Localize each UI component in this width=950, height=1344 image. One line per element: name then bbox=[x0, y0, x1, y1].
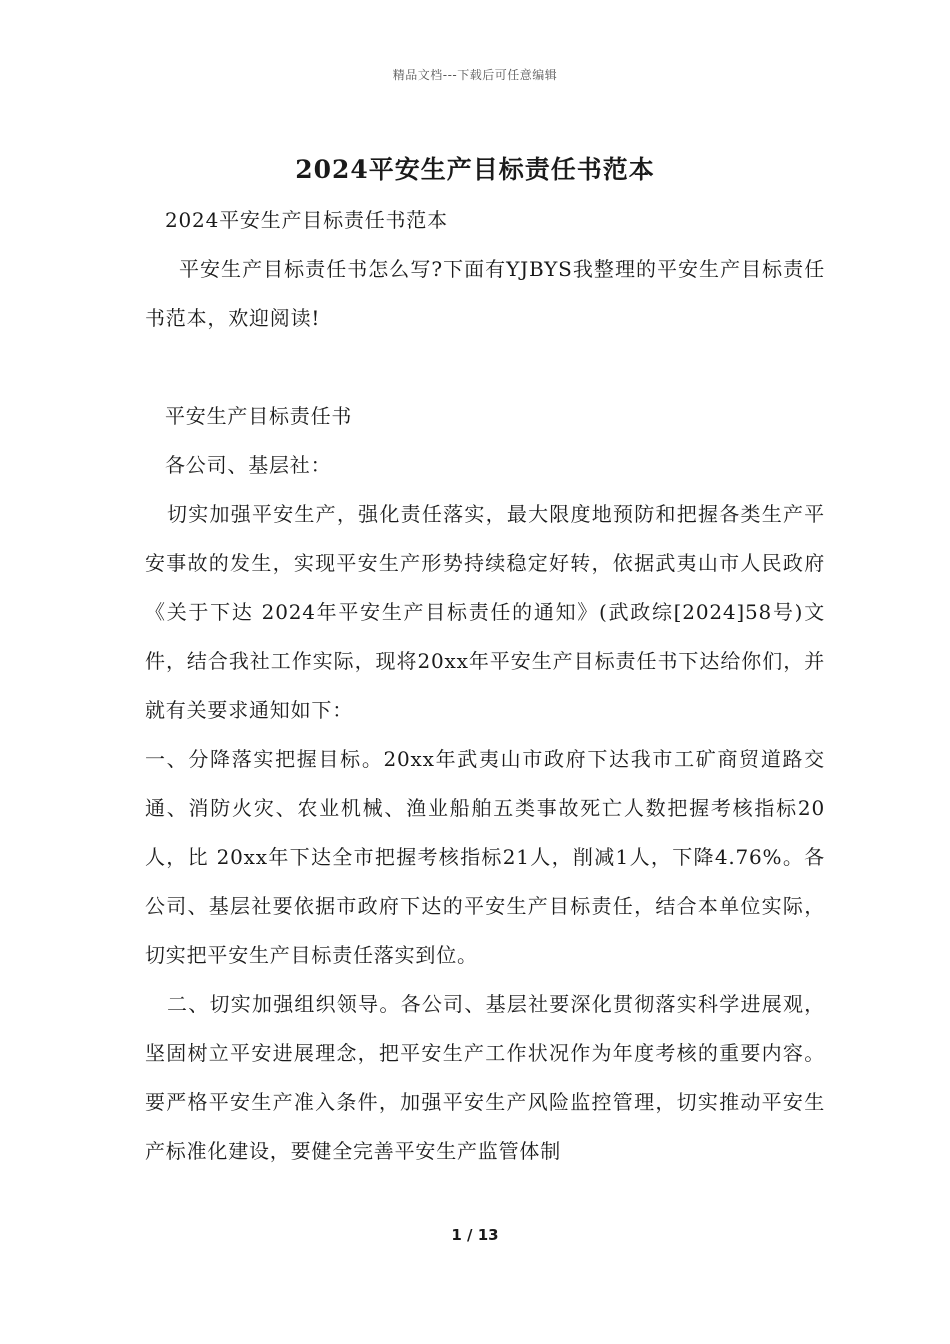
page-header: 精品文档---下载后可任意编辑 bbox=[392, 68, 558, 82]
page-number: 1 / 13 bbox=[451, 1226, 499, 1244]
list-item-leadership: 二、切实加强组织领导。各公司、基层社要深化贯彻落实科学进展观，坚固树立平安进展理念，把平安生产工作状况作为年度考核的重要内容。要严格平安生产准入条件，加强平安生产风险监控管理，切实推动平安生产标准化建设，要健全完善平安生产监管体制 bbox=[145, 992, 825, 1163]
document-title: 2024平安生产目标责任书范本 bbox=[295, 155, 655, 184]
document-body bbox=[145, 196, 825, 1176]
document-subtitle: 2024平安生产目标责任书范本 bbox=[165, 208, 448, 232]
list-item-targets: 一、分降落实把握目标。20xx年武夷山市政府下达我市工矿商贸道路交通、消防火灾、农业机械、渔业船舶五类事故死亡人数把握考核指标20人，比 20xx年下达全市把握考核指标21人，削减1人，下降4.76%。各公司、基层社要依据市政府下达的平安生产目标责任，结合本单位实际，切实把平安生产目标责任落实到位。 bbox=[145, 747, 825, 967]
blank-line bbox=[145, 343, 825, 392]
salutation: 各公司、基层社： bbox=[165, 453, 332, 477]
paragraph-intro-requirements: 切实加强平安生产，强化责任落实，最大限度地预防和把握各类生产平安事故的发生，实现平安生产形势持续稳定好转，依据武夷山市人民政府《关于下达 2024年平安生产目标责任的通知》(武政综[2024]58号)文件，结合我社工作实际，现将20xx年平安生产目标责任书下达给你们，并就有关要求通知如下： bbox=[145, 502, 825, 722]
section-heading: 平安生产目标责任书 bbox=[165, 404, 353, 428]
intro-paragraph: 平安生产目标责任书怎么写?下面有YJBYS我整理的平安生产目标责任书范本，欢迎阅读! bbox=[145, 257, 825, 330]
